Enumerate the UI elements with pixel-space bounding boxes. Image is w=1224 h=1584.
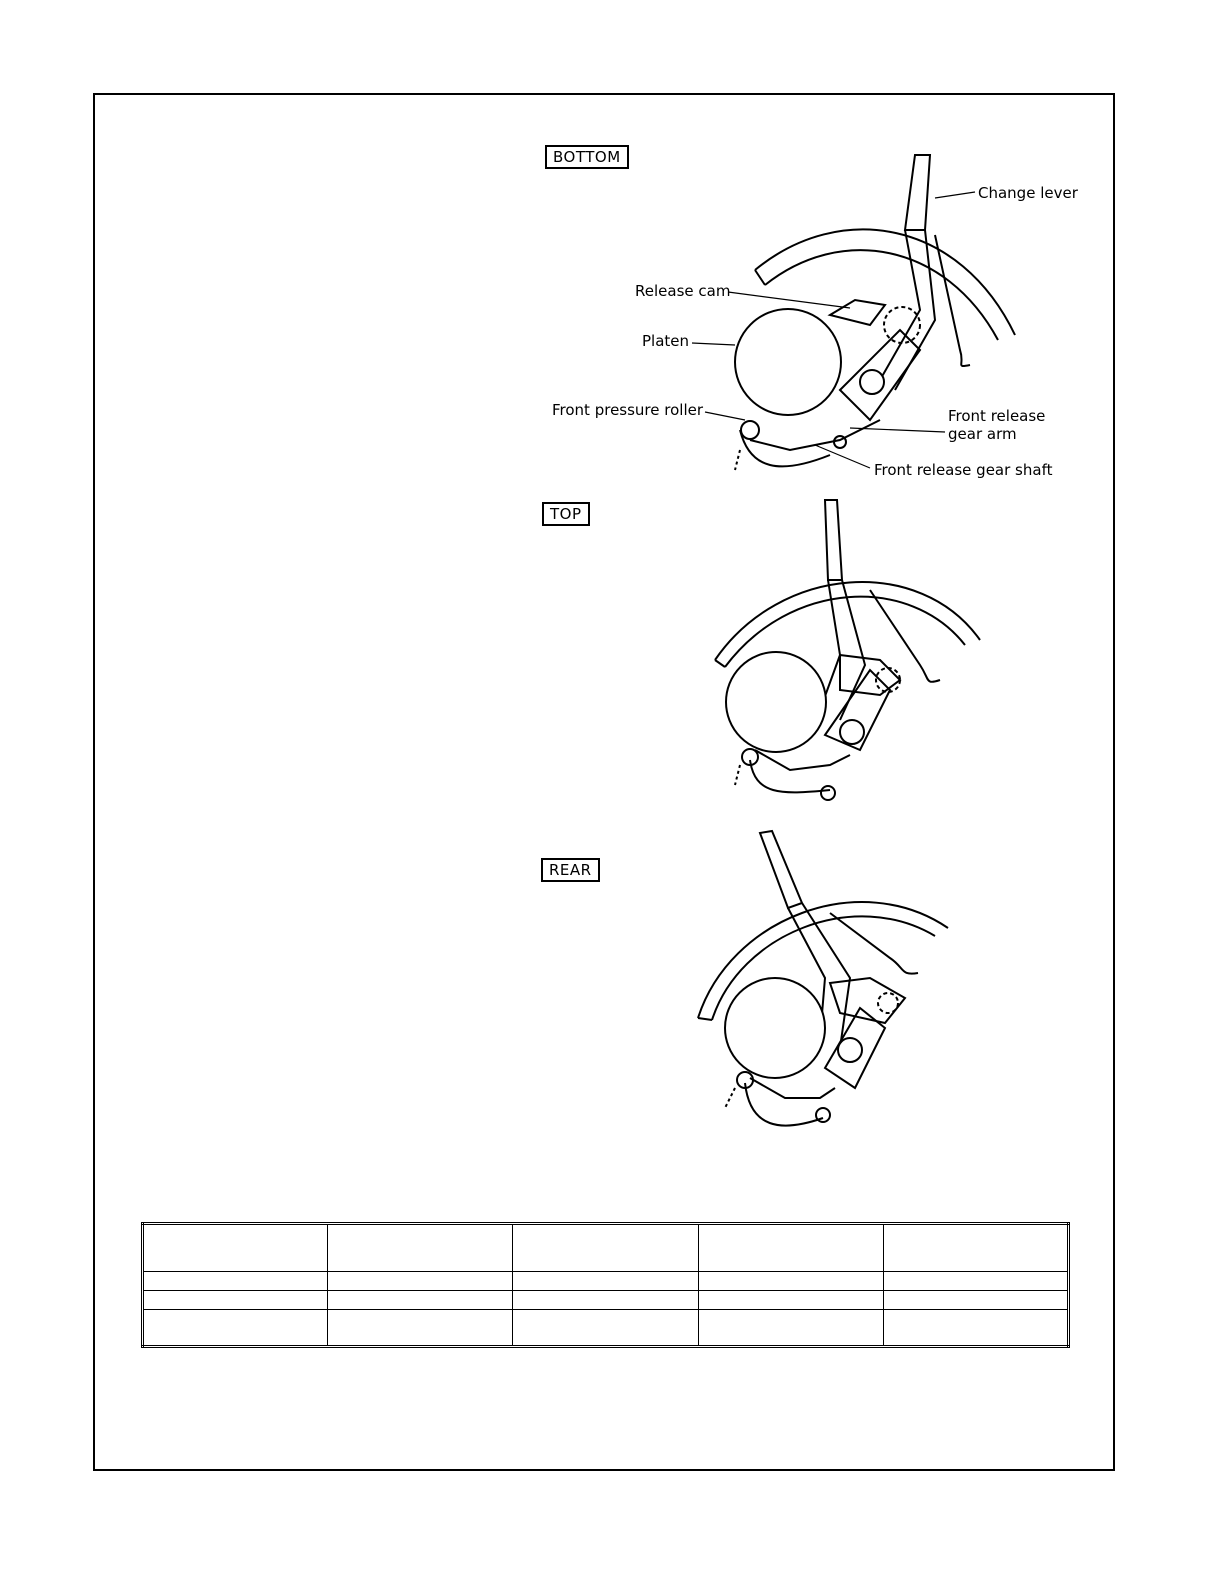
table-cell xyxy=(143,1309,328,1347)
callout-front-release-gear-shaft: Front release gear shaft xyxy=(874,461,1053,479)
table-cell xyxy=(883,1290,1068,1309)
mechanism-rear xyxy=(540,828,1080,1138)
callout-front-pressure-roller: Front pressure roller xyxy=(552,401,704,419)
table-header-cell xyxy=(513,1224,698,1272)
state-label-top: TOP xyxy=(542,502,590,526)
state-label-rear: REAR xyxy=(541,858,600,882)
table-cell xyxy=(328,1290,513,1309)
table-cell xyxy=(698,1290,883,1309)
table-cell xyxy=(328,1272,513,1291)
table-header-cell xyxy=(698,1224,883,1272)
table-cell xyxy=(883,1309,1068,1347)
table-row xyxy=(143,1272,1069,1291)
table-cell xyxy=(883,1272,1068,1291)
table-cell xyxy=(143,1272,328,1291)
callout-platen: Platen xyxy=(642,332,690,350)
callout-change-lever: Change lever xyxy=(978,184,1078,202)
callout-front-release-gear-arm-line2: gear arm xyxy=(948,425,1017,443)
table-row xyxy=(143,1290,1069,1309)
table-cell xyxy=(698,1272,883,1291)
table-cell xyxy=(698,1309,883,1347)
table-cell xyxy=(143,1290,328,1309)
table-row xyxy=(143,1309,1069,1347)
table-cell xyxy=(513,1290,698,1309)
reference-table xyxy=(141,1222,1070,1348)
callout-release-cam: Release cam xyxy=(635,282,731,300)
table-cell xyxy=(328,1309,513,1347)
callout-front-release-gear-arm-line1: Front release xyxy=(948,407,1046,425)
table-cell xyxy=(513,1272,698,1291)
mechanism-top xyxy=(540,495,1080,815)
table-header-cell xyxy=(328,1224,513,1272)
table-header-cell xyxy=(143,1224,328,1272)
table-header-row xyxy=(143,1224,1069,1272)
table-cell xyxy=(513,1309,698,1347)
state-label-bottom: BOTTOM xyxy=(545,145,629,169)
table-header-cell xyxy=(883,1224,1068,1272)
